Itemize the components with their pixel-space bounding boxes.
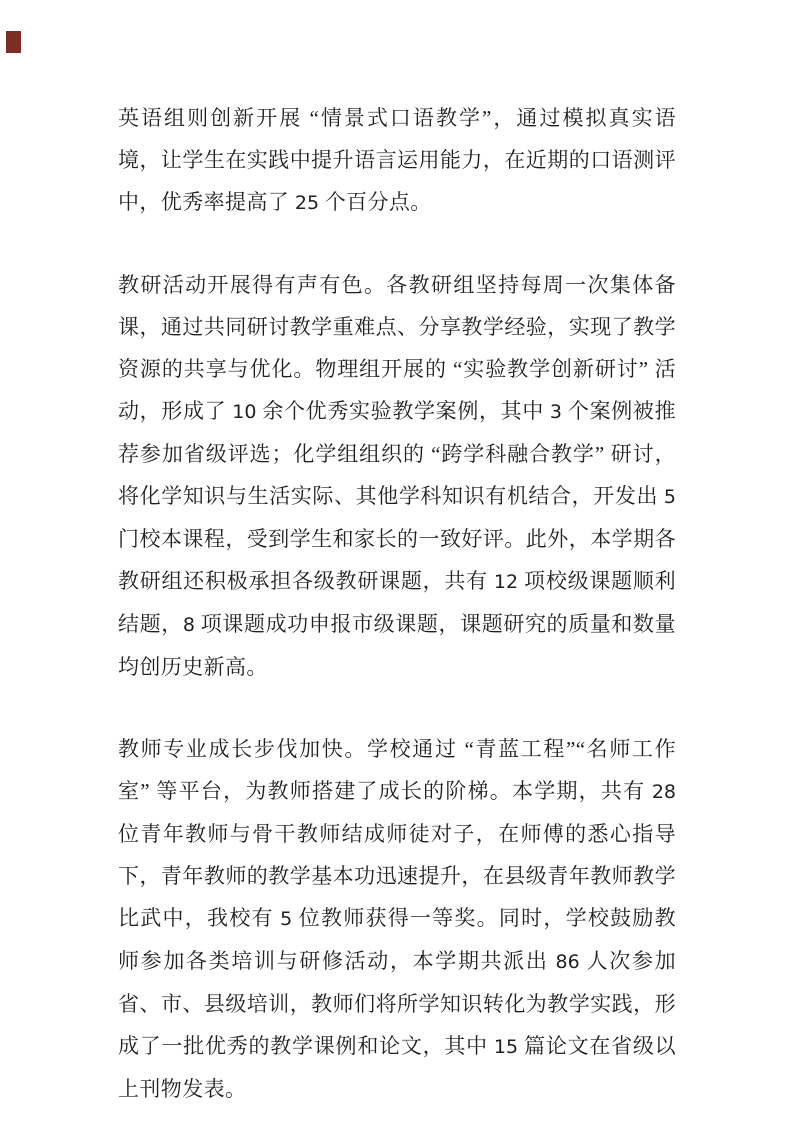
numeral: 25 [294, 192, 320, 214]
paragraph-teacher-professional-growth: 教师专业成长步伐加快。学校通过 “青蓝工程”“名师工作室” 等平台，为教师搭建了成长的阶梯。本学期，共有 28 位青年教师与骨干教师结成师徒对子，在师傅的悉心指导下，青年教师的教学基本功迅速提升，在县级青年教师教学比武中，我校有 5 位教师获得一等奖。同时，学校鼓励教师参加各类培训与研修活动，本学期共派出 86 人次参加省、市、县级培训，教师们将所学知识转化为教学实践，形成了一批优秀的教学课例和论文，其中 15 篇论文在省级以上刊物发表。 [118, 737, 677, 1101]
numeral: 15 [493, 1036, 519, 1058]
numeral: 5 [663, 486, 676, 508]
numeral: 5 [280, 908, 293, 930]
numeral: 3 [549, 401, 563, 423]
numeral: 28 [651, 781, 676, 803]
numeral: 10 [232, 401, 257, 423]
paragraph-english-group-oral-teaching: 英语组则创新开展 “情景式口语教学”，通过模拟真实语境，让学生在实践中提升语言运用能力，在近期的口语测评中，优秀率提高了 25 个百分点。 [118, 106, 676, 214]
numeral: 8 [182, 614, 195, 636]
corner-mark [6, 31, 21, 53]
numeral: 12 [493, 571, 519, 593]
paragraph-teaching-research-activities: 教研活动开展得有声有色。各教研组坚持每周一次集体备课，通过共同研讨教学重难点、分享教学经验，实现了教学资源的共享与优化。物理组开展的 “实验教学创新研讨” 活动，形成了 10 余个优秀实验教学案例，其中 3 个案例被推荐参加省级评选；化学组组织的 “跨学科融合教学” 研讨，将化学知识与生活实际、其他学科知识有机结合，开发出 5 门校本课程，受到学生和家长的一致好评。此外，本学期各教研组还积极承担各级教研课题，共有 12 项校级课题顺利结题，8 项课题成功申报市级课题，课题研究的质量和数量均创历史新高。 [118, 273, 677, 679]
document-text-area [118, 97, 676, 1110]
numeral: 86 [555, 951, 580, 973]
